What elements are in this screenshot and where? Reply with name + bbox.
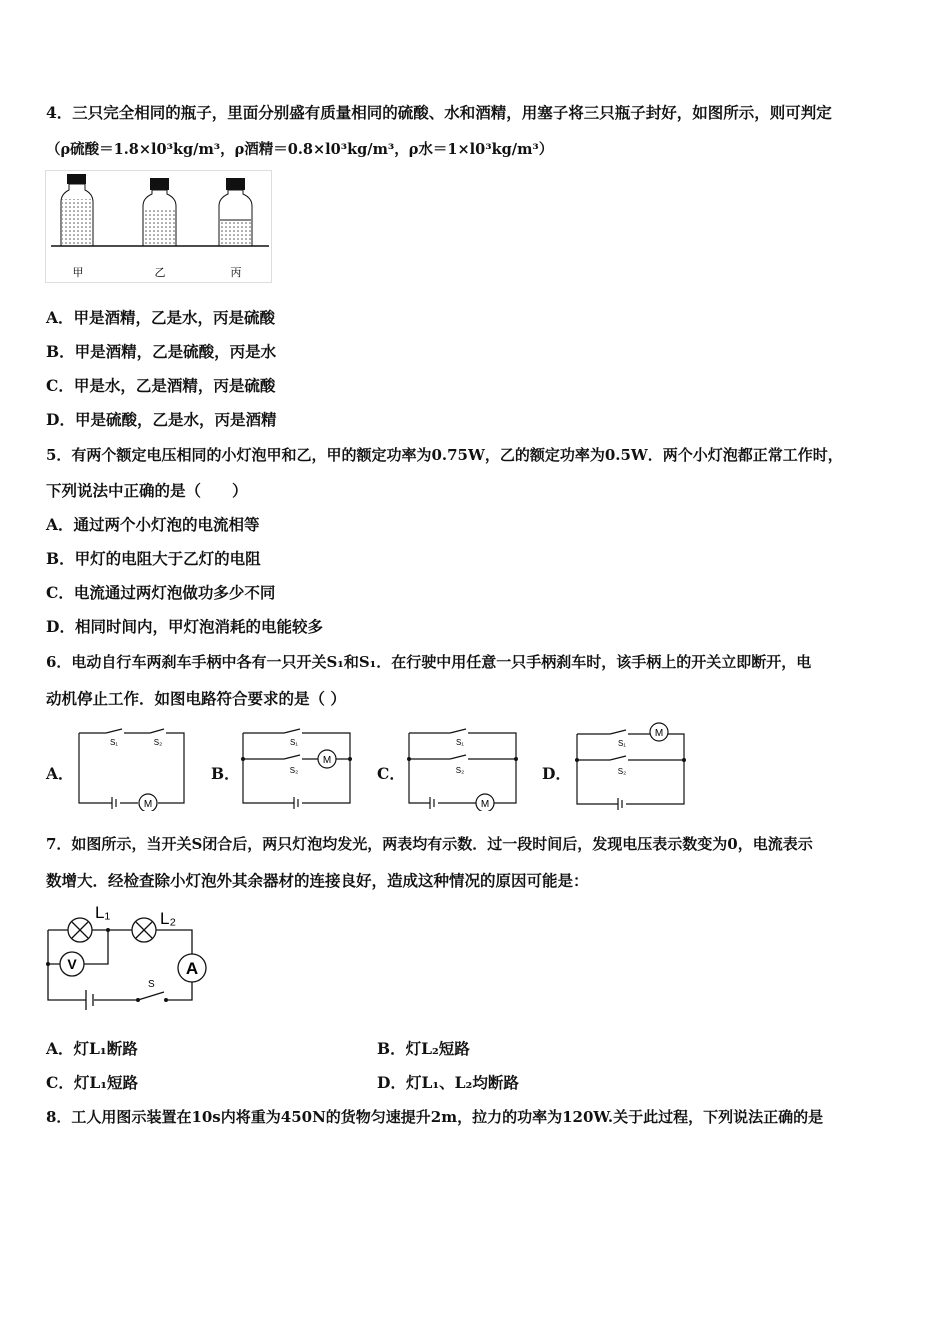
q5-stem-line2: 下列说法中正确的是（ ） (46, 481, 248, 500)
q6-circuit-c[interactable] (406, 725, 520, 811)
q7-option-c[interactable]: C．灯L₁短路 (46, 1073, 139, 1092)
switch-label: S₁ (617, 739, 627, 748)
q6-stem-line2: 动机停止工作．如图电路符合要求的是（ ） (46, 689, 346, 708)
switch-label: S (148, 979, 155, 990)
q7-option-b[interactable]: B．灯L₂短路 (377, 1039, 470, 1058)
q5-option-c[interactable]: C．电流通过两灯泡做功多少不同 (46, 583, 276, 602)
lamp2-label: L₂ (160, 909, 177, 928)
q6-circuit-b[interactable] (240, 725, 354, 811)
q6-circuit-a[interactable] (76, 725, 188, 811)
q4-option-d[interactable]: D．甲是硫酸，乙是水，丙是酒精 (46, 410, 277, 429)
switch-label: S₁ (455, 738, 465, 747)
q6-circuit-d[interactable] (574, 720, 688, 810)
ammeter-label: A (185, 959, 199, 978)
q4-densities: （ρ硫酸＝1.8×l0³kg/m³，ρ酒精＝0.8×l0³kg/m³，ρ水＝1×l0³kg/m³） (46, 141, 554, 158)
voltmeter-label: V (67, 956, 77, 972)
switch-label: S₂ (153, 738, 163, 747)
bottle-jia (61, 174, 93, 246)
q6-stem-line1: 6．电动自行车两刹车手柄中各有一只开关S₁和S₁．在行驶中用任意一只手柄刹车时，该手柄上的开关立即断开，电 (46, 653, 812, 671)
motor-label: M (480, 799, 490, 810)
motor-label: M (322, 755, 332, 766)
q5-option-a[interactable]: A．通过两个小灯泡的电流相等 (46, 515, 260, 534)
q6-option-a-label[interactable]: A． (46, 764, 74, 783)
switch-label: S₂ (455, 766, 465, 775)
q4-option-a[interactable]: A．甲是酒精，乙是水，丙是硫酸 (46, 308, 276, 327)
q8-stem: 8．工人用图示装置在10s内将重为450N的货物匀速提升2m，拉力的功率为120W.关于此过程，下列说法正确的是 (46, 1108, 824, 1126)
label-jia: 甲 (72, 267, 84, 279)
q4-option-c[interactable]: C．甲是水，乙是酒精，丙是硫酸 (46, 376, 276, 395)
q7-option-a[interactable]: A．灯L₁断路 (46, 1039, 138, 1058)
q4-bottles-figure (45, 170, 273, 284)
q4-stem: 4．三只完全相同的瓶子，里面分别盛有质量相同的硫酸、水和酒精，用塞子将三只瓶子封好，如图所示，则可判定 (46, 103, 832, 122)
q4-option-b[interactable]: B．甲是酒精，乙是硫酸，丙是水 (46, 342, 277, 361)
q6-option-c-label[interactable]: C． (377, 764, 405, 783)
label-bing: 丙 (230, 267, 242, 279)
q6-option-d-label[interactable]: D． (542, 764, 571, 783)
switch-label: S₁ (109, 738, 119, 747)
switch-label: S₁ (289, 738, 299, 747)
q7-circuit (40, 902, 212, 1010)
motor-label: M (143, 799, 153, 810)
q7-option-d[interactable]: D．灯L₁、L₂均断路 (377, 1073, 519, 1092)
q6-option-b-label[interactable]: B． (211, 764, 240, 783)
label-yi: 乙 (154, 267, 166, 279)
q5-stem-line1: 5．有两个额定电压相同的小灯泡甲和乙，甲的额定功率为0.75W，乙的额定功率为0.5W．两个小灯泡都正常工作时， (46, 446, 843, 464)
motor-label: M (654, 728, 664, 739)
bottle-bing (219, 178, 252, 246)
q7-stem-line1: 7．如图所示，当开关S闭合后，两只灯泡均发光，两表均有示数．过一段时间后，发现电压表示数变为0，电流表示 (46, 835, 813, 853)
q5-option-b[interactable]: B．甲灯的电阻大于乙灯的电阻 (46, 549, 261, 568)
q7-stem-line2: 数增大．经检查除小灯泡外其余器材的连接良好，造成这种情况的原因可能是： (46, 871, 589, 890)
q5-option-d[interactable]: D．相同时间内，甲灯泡消耗的电能较多 (46, 617, 323, 636)
switch-label: S₂ (617, 767, 627, 776)
switch-label: S₂ (289, 766, 299, 775)
bottle-yi (143, 178, 176, 246)
lamp1-label: L₁ (95, 903, 111, 922)
